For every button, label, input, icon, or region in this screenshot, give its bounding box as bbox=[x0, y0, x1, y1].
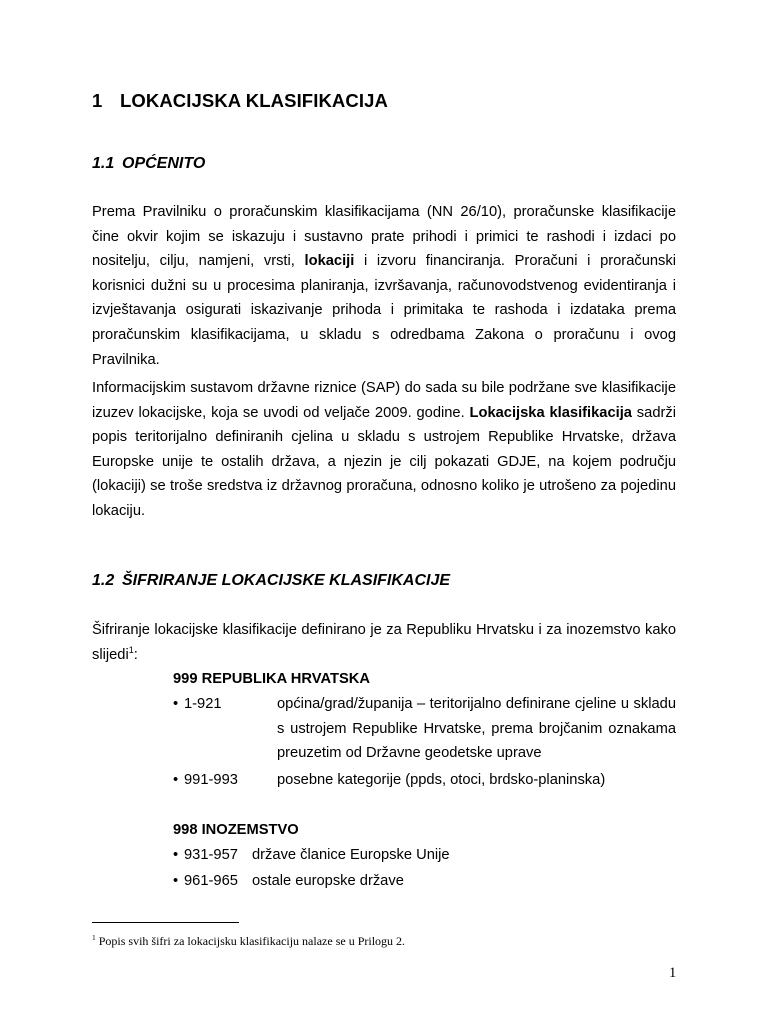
code-range: 991-993 bbox=[184, 772, 238, 788]
chapter-heading bbox=[92, 90, 388, 112]
section-heading-1-2 bbox=[92, 572, 450, 590]
paragraph-text: sadrži popis teritorijalno definiranih cjelina u skladu s ustrojem Republike Hrvatske, država Europske unije te ostalih država, a njezin je cilj pokazati GDJE, na kojem području (lokaciji) se troše sredstva iz državnog proračuna, odnosno koliko je utrošeno za pojedinu lokaciju. bbox=[92, 404, 676, 519]
section-heading-1-1 bbox=[92, 155, 205, 173]
footnote-mark: 1 bbox=[92, 933, 96, 942]
paragraph-text: i izvoru financiranja. Proračuni i proračunski korisnici dužni su u procesima planiranja, izvršavanja, računovodstvenog evidentiranja i izvještavanja osigurati iskazivanje prihoda i primitaka te rashoda i izdataka prema proračunskim klasifikacijama, u skladu s odredbama Zakona o proračunu i ovog Pravilnika. bbox=[92, 253, 676, 368]
section-number: 1.2 bbox=[92, 572, 115, 589]
code-description: ostale europske države bbox=[252, 873, 404, 889]
section-title: ŠIFRIRANJE LOKACIJSKE KLASIFIKACIJE bbox=[122, 572, 451, 589]
chapter-title: LOKACIJSKA KLASIFIKACIJA bbox=[120, 90, 388, 111]
code-range: 1-921 bbox=[184, 696, 222, 712]
code-range: 961-965 bbox=[184, 873, 238, 889]
paragraph-text: Šifriranje lokacijske klasifikacije definirano je za Republiku Hrvatsku i za inozemstvo kako slijedi bbox=[92, 622, 676, 663]
group-heading-abroad: 998 INOZEMSTVO bbox=[173, 822, 299, 838]
code-description: općina/grad/županija – teritorijalno definirane cjeline u skladu s ustrojem Republike Hrvatske, prema brojčanim oznakama preuzetim od Državne geodetske uprave bbox=[277, 696, 676, 762]
paragraph-general-2 bbox=[92, 376, 676, 524]
group-heading-croatia: 999 REPUBLIKA HRVATSKA bbox=[173, 671, 370, 687]
paragraph-bold-text: Lokacijska klasifikacija bbox=[469, 404, 632, 421]
footnote-separator bbox=[92, 922, 239, 923]
bullet-icon: • bbox=[173, 847, 179, 863]
section-number: 1.1 bbox=[92, 155, 115, 172]
paragraph-coding-intro bbox=[92, 618, 676, 667]
page-number: 1 bbox=[669, 965, 677, 981]
footnote-text: Popis svih šifri za lokacijsku klasifikaciju nalaze se u Prilogu 2. bbox=[95, 934, 406, 948]
code-range: 931-957 bbox=[184, 847, 238, 863]
footnote bbox=[92, 934, 405, 949]
paragraph-text: : bbox=[133, 646, 138, 663]
bullet-icon: • bbox=[173, 696, 179, 712]
footnote-reference[interactable]: 1 bbox=[128, 644, 134, 655]
paragraph-text: Prema Pravilniku o proračunskim klasifikacijama (NN 26/10), proračunske klasifikacije čine okvir kojim se iskazuju i sustavno prate prihodi i primici te rashodi i izdaci po nositelju, cilju, namjeni, vrsti, bbox=[92, 204, 676, 270]
paragraph-general-1 bbox=[92, 200, 676, 372]
section-title: OPĆENITO bbox=[122, 155, 206, 172]
chapter-number: 1 bbox=[92, 90, 103, 111]
bullet-icon: • bbox=[173, 772, 179, 788]
bullet-icon: • bbox=[173, 873, 179, 889]
paragraph-bold-text: lokaciji bbox=[304, 253, 355, 270]
code-description: države članice Europske Unije bbox=[252, 847, 450, 863]
code-description: posebne kategorije (ppds, otoci, brdsko-planinska) bbox=[277, 772, 606, 788]
paragraph-text: Informacijskim sustavom državne riznice (SAP) do sada su bile podržane sve klasifikacije izuzev lokacijske, koja se uvodi od veljače 2009. godine. bbox=[92, 380, 676, 421]
